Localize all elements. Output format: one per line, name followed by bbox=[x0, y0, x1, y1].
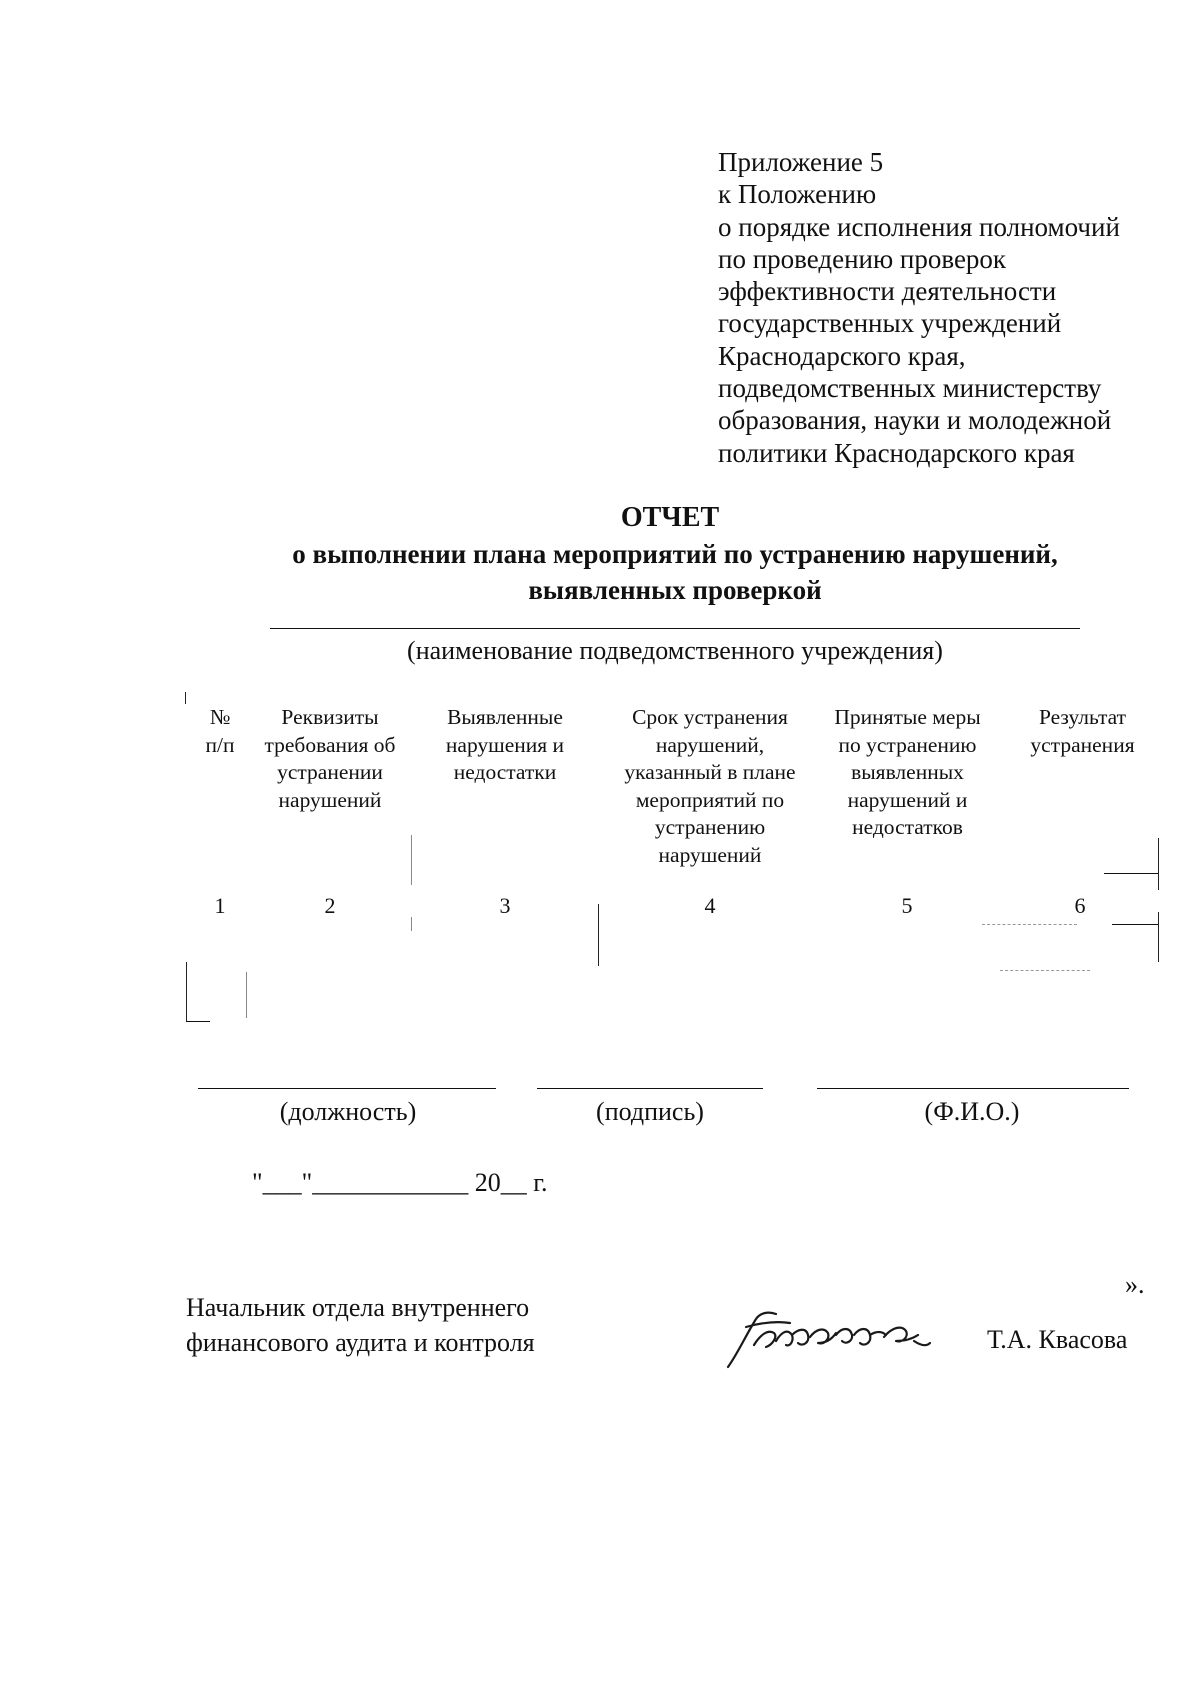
head-position-line2: финансового аудита и контроля bbox=[186, 1328, 535, 1357]
column-number: 5 bbox=[901, 893, 913, 918]
appendix-line: государственных учреждений bbox=[718, 308, 1062, 339]
report-subtitle-line2: выявленных проверкой bbox=[528, 575, 822, 605]
head-position-line1: Начальник отдела внутреннего bbox=[186, 1293, 530, 1322]
date-line: "___"____________ 20__ г. bbox=[252, 1168, 548, 1197]
header-requirement-details: Реквизиты требования об устранении нарушений bbox=[264, 705, 396, 812]
table-border-fragment bbox=[1158, 912, 1159, 962]
header-result: Результат устранения bbox=[1030, 705, 1135, 757]
appendix-line: политики Краснодарского края bbox=[718, 437, 1075, 468]
full-name-caption: (Ф.И.О.) bbox=[924, 1097, 1020, 1126]
appendix-line: подведомственных министерству bbox=[718, 373, 1102, 404]
closing-mark: ». bbox=[1125, 1270, 1145, 1299]
header-violations-found: Выявленные нарушения и недостатки bbox=[445, 705, 565, 784]
table-border-fragment bbox=[185, 692, 186, 704]
header-elimination-deadline: Срок устранения нарушений, указанный в плане мероприятий по устранению нарушений bbox=[624, 705, 796, 867]
report-title: ОТЧЕТ bbox=[620, 502, 720, 533]
handwritten-signature bbox=[716, 1305, 956, 1375]
table-border-fragment bbox=[1112, 924, 1158, 925]
signature-caption: (подпись) bbox=[596, 1097, 704, 1126]
appendix-line: по проведению проверок bbox=[718, 243, 1007, 274]
report-subtitle-line1: о выполнении плана мероприятий по устранению нарушений, bbox=[292, 539, 1058, 569]
appendix-line: о порядке исполнения полномочий bbox=[718, 211, 1120, 242]
table-border-fragment bbox=[411, 917, 412, 931]
table-border-fragment bbox=[598, 904, 599, 966]
appendix-line: Краснодарского края, bbox=[718, 340, 966, 371]
appendix-line: к Положению bbox=[718, 179, 877, 210]
table-border-fragment bbox=[982, 924, 1077, 925]
position-line bbox=[198, 1088, 496, 1089]
column-number: 1 bbox=[214, 893, 226, 918]
appendix-line: образования, науки и молодежной bbox=[718, 405, 1112, 436]
header-number: № п/п bbox=[205, 705, 235, 757]
institution-name-line bbox=[270, 628, 1080, 629]
table-border-fragment bbox=[1158, 838, 1159, 890]
head-name: Т.А. Квасова bbox=[987, 1325, 1128, 1354]
table-border-fragment bbox=[186, 1021, 210, 1022]
column-number: 2 bbox=[324, 893, 336, 918]
head-position bbox=[186, 1290, 535, 1360]
table-border-fragment bbox=[411, 835, 412, 885]
column-number: 6 bbox=[1074, 893, 1086, 918]
appendix-line: эффективности деятельности bbox=[718, 276, 1057, 307]
column-number: 3 bbox=[499, 893, 511, 918]
position-caption: (должность) bbox=[279, 1097, 417, 1126]
header-measures-taken: Принятые меры по устранению выявленных нарушений и недостатков bbox=[834, 705, 981, 839]
table-border-fragment bbox=[186, 962, 187, 1022]
column-number: 4 bbox=[704, 893, 716, 918]
table-border-fragment bbox=[1000, 970, 1090, 971]
table-border-fragment bbox=[1104, 873, 1158, 874]
institution-caption: (наименование подведомственного учреждения) bbox=[407, 636, 943, 665]
appendix-line: Приложение 5 bbox=[718, 147, 884, 177]
signature-line bbox=[537, 1088, 763, 1089]
appendix-header bbox=[718, 146, 1178, 469]
table-border-fragment bbox=[246, 972, 247, 1018]
full-name-line bbox=[817, 1088, 1129, 1089]
